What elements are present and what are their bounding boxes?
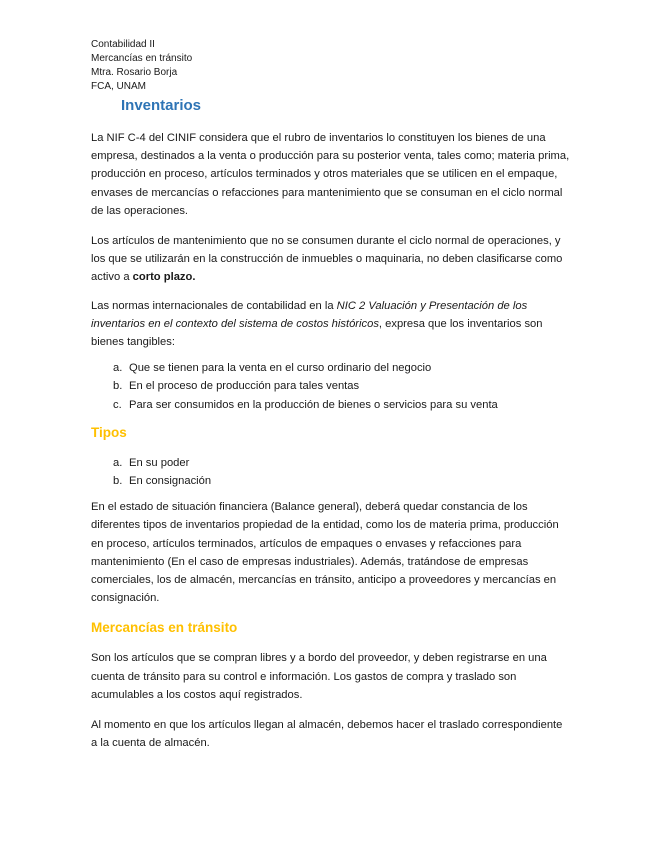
list-item-text: En consignación <box>129 475 212 488</box>
list-item-text: En su poder <box>129 456 190 469</box>
paragraph-almacen: Al momento en que los artículos llegan al almacén, debemos hacer el traslado correspondiente a la cuenta de almacén. <box>91 719 563 750</box>
list-item-text: Que se tienen para la venta en el curso ordinario del negocio <box>129 362 432 375</box>
nic2-reference: NIC 2 Valuación y Presentación de los inventarios en el contexto del sistema de costos históricos <box>91 299 528 330</box>
header-course: Contabilidad II <box>91 39 155 50</box>
list-marker: c. <box>113 398 122 411</box>
list-marker: a. <box>113 456 123 469</box>
mercancias-heading: Mercancías en tránsito <box>91 620 238 636</box>
list-marker: b. <box>113 380 123 393</box>
list-item-text: En el proceso de producción para tales ventas <box>129 380 360 393</box>
paragraph-nif: La NIF C-4 del CINIF considera que el rubro de inventarios lo constituyen los bienes de una empresa, destinados a la venta o producción para su posterior venta, tales como; materia prima, producción en proceso, artículos terminados y otros materiales que se utilicen en el empaque, envases de mercancías o refacciones para mantenimiento que se consuman en el ciclo normal de las operaciones. <box>91 132 570 217</box>
tipos-heading: Tipos <box>91 424 127 440</box>
list-item-text: Para ser consumidos en la producción de bienes o servicios para su venta <box>129 398 498 411</box>
paragraph-balance: En el estado de situación financiera (Balance general), deberá quedar constancia de los diferentes tipos de inventarios propiedad de la entidad, como los de materia prima, producción en proceso, artículos terminados, artículos de empaques o envases y refacciones para mantenimiento (En el caso de empresas industriales). Además, tratándose de empresas comerciales, los de almacén, mercancías en tránsito, anticipo a proveedores y mercancías en consignación. <box>91 501 559 605</box>
header-topic: Mercancías en tránsito <box>91 53 193 64</box>
list-item <box>91 472 571 490</box>
list-marker: b. <box>113 475 123 488</box>
paragraph-transito: Son los artículos que se compran libres y a bordo del proveedor, y deben registrarse en una cuenta de tránsito para su control e información. Los gastos de compra y traslado son acumulables a los costos aquí registrados. <box>91 652 547 701</box>
document-body <box>91 129 571 764</box>
tipos-list <box>91 454 571 490</box>
paragraph-nic2-intro: Las normas internacionales de contabilidad en la <box>91 299 337 312</box>
header-teacher: Mtra. Rosario Borja <box>91 67 178 78</box>
document-header <box>91 38 192 94</box>
header-institution: FCA, UNAM <box>91 81 146 92</box>
paragraph-nic2-end: , expresa que los inventarios son bienes tangibles: <box>91 317 543 349</box>
paragraph-nic2 <box>91 297 571 352</box>
page-title: Inventarios <box>121 97 202 114</box>
list-item <box>91 359 571 377</box>
list-item <box>91 454 571 472</box>
paragraph-mantenimiento-text: Los artículos de mantenimiento que no se consumen durante el ciclo normal de operaciones, y los que se utilizarán en la construcción de inmuebles o maquinaria, no deben clasificarse como activo a <box>91 235 563 284</box>
list-item <box>91 377 571 395</box>
list-item <box>91 396 571 414</box>
list-marker: a. <box>113 362 123 375</box>
paragraph-mantenimiento <box>91 232 571 287</box>
corto-plazo-emphasis: corto plazo. <box>132 271 196 284</box>
tangible-goods-list <box>91 359 571 414</box>
